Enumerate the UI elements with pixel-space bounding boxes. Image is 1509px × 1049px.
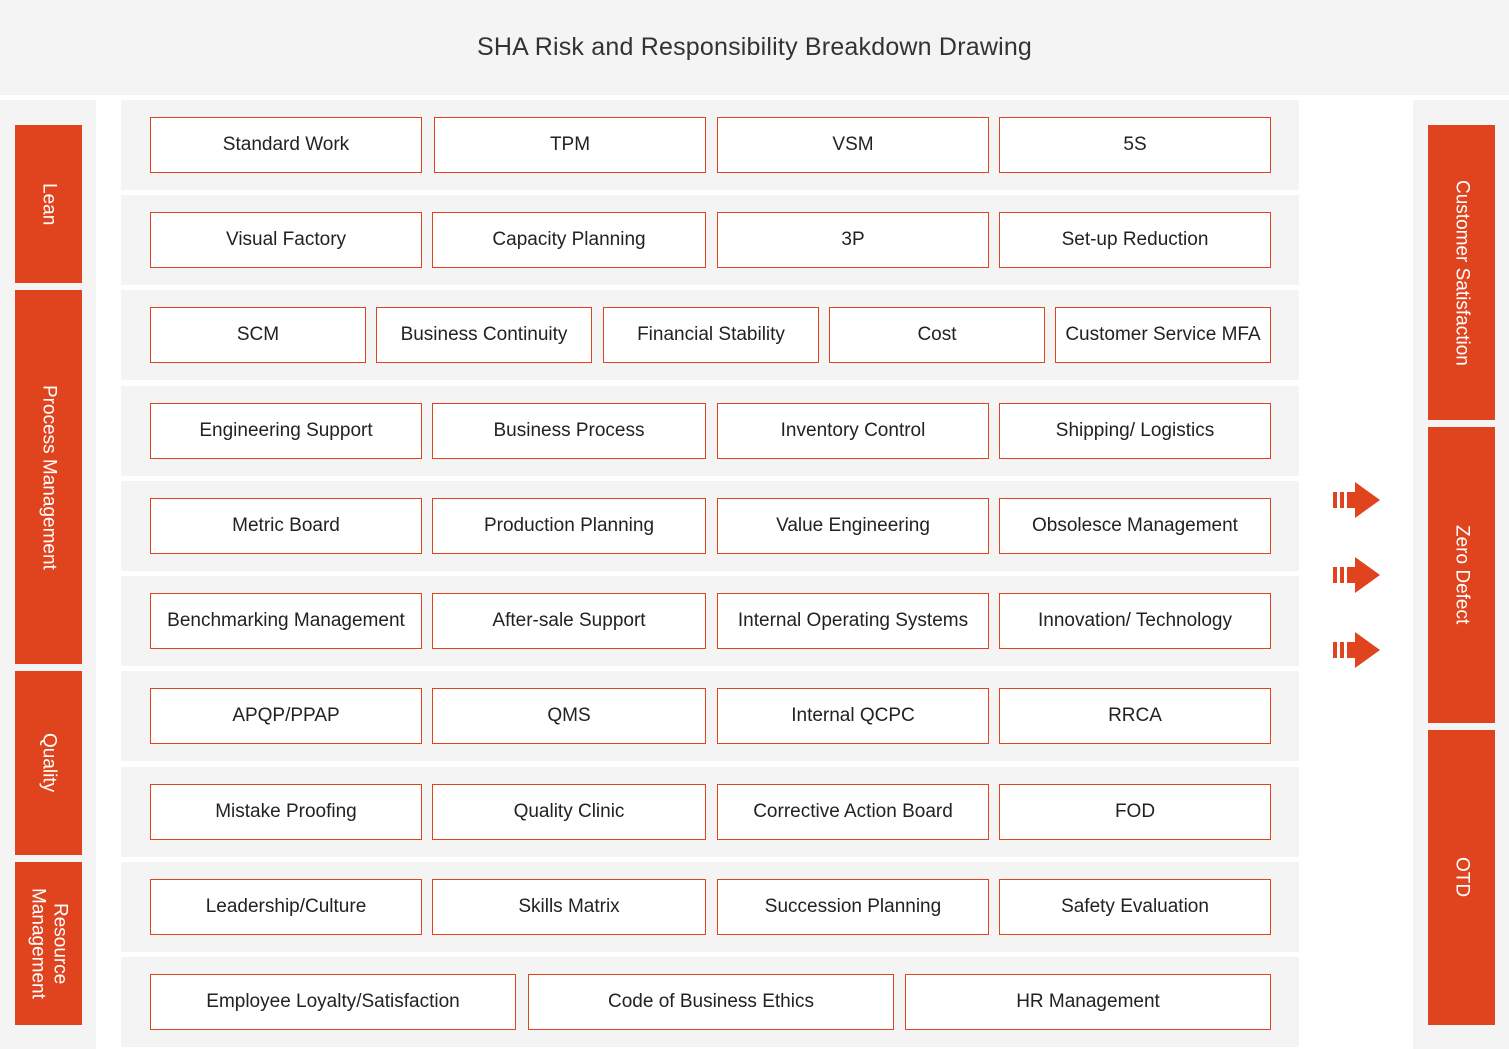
item-box: 5S xyxy=(999,117,1271,173)
item-box: Engineering Support xyxy=(150,403,422,459)
category-label: Lean xyxy=(38,182,60,226)
item-box: Mistake Proofing xyxy=(150,784,422,840)
item-box: Financial Stability xyxy=(603,307,819,363)
item-box: Quality Clinic xyxy=(432,784,706,840)
item-box: Standard Work xyxy=(150,117,422,173)
row-band xyxy=(121,671,1299,761)
row-band xyxy=(121,290,1299,380)
item-box: APQP/PPAP xyxy=(150,688,422,744)
outcome-label: Zero Defect xyxy=(1451,525,1473,625)
category-quality xyxy=(15,671,82,855)
category-label: Process Management xyxy=(38,384,60,570)
item-box: TPM xyxy=(434,117,706,173)
item-box: After-sale Support xyxy=(432,593,706,649)
row-band xyxy=(121,195,1299,285)
double-arrow-right-icon xyxy=(1333,557,1381,593)
row-band xyxy=(121,862,1299,952)
item-box: Skills Matrix xyxy=(432,879,706,935)
item-box: 3P xyxy=(717,212,989,268)
item-box: Customer Service MFA xyxy=(1055,307,1271,363)
item-box: QMS xyxy=(432,688,706,744)
item-box: HR Management xyxy=(905,974,1271,1030)
category-resource-management xyxy=(15,862,82,1025)
item-box: Internal QCPC xyxy=(717,688,989,744)
item-box: Production Planning xyxy=(432,498,706,554)
category-lean xyxy=(15,125,82,283)
item-box: Value Engineering xyxy=(717,498,989,554)
item-box: Innovation/ Technology xyxy=(999,593,1271,649)
item-box: Visual Factory xyxy=(150,212,422,268)
item-box: FOD xyxy=(999,784,1271,840)
item-box: Employee Loyalty/Satisfaction xyxy=(150,974,516,1030)
item-box: Corrective Action Board xyxy=(717,784,989,840)
title-bar xyxy=(0,0,1509,95)
row-band xyxy=(121,767,1299,857)
item-box: Business Continuity xyxy=(376,307,592,363)
row-band xyxy=(121,481,1299,571)
item-box: Internal Operating Systems xyxy=(717,593,989,649)
item-box: Benchmarking Management xyxy=(150,593,422,649)
double-arrow-right-icon xyxy=(1333,632,1381,668)
category-process-management xyxy=(15,290,82,664)
right-outcome-panel xyxy=(1413,100,1509,1049)
item-box: SCM xyxy=(150,307,366,363)
category-label: Quality xyxy=(38,733,60,793)
item-box: Safety Evaluation xyxy=(999,879,1271,935)
category-label: Resource Management xyxy=(27,888,71,999)
row-band xyxy=(121,386,1299,476)
page-title: SHA Risk and Responsibility Breakdown Drawing xyxy=(476,33,1033,61)
item-box: Succession Planning xyxy=(717,879,989,935)
row-band xyxy=(121,957,1299,1047)
item-box: Shipping/ Logistics xyxy=(999,403,1271,459)
item-box: RRCA xyxy=(999,688,1271,744)
item-box: Inventory Control xyxy=(717,403,989,459)
item-box: Leadership/Culture xyxy=(150,879,422,935)
outcome-label: Customer Satisfaction xyxy=(1451,179,1473,366)
left-category-panel xyxy=(0,100,96,1049)
item-box: Cost xyxy=(829,307,1045,363)
double-arrow-right-icon xyxy=(1333,482,1381,518)
item-box: Obsolesce Management xyxy=(999,498,1271,554)
item-box: Set-up Reduction xyxy=(999,212,1271,268)
row-band xyxy=(121,100,1299,190)
outcome-zero-defect xyxy=(1428,427,1495,723)
item-box: Code of Business Ethics xyxy=(528,974,894,1030)
outcome-otd xyxy=(1428,730,1495,1025)
item-box: VSM xyxy=(717,117,989,173)
item-box: Metric Board xyxy=(150,498,422,554)
outcome-label: OTD xyxy=(1451,857,1473,898)
outcome-customer-satisfaction xyxy=(1428,125,1495,420)
item-box: Business Process xyxy=(432,403,706,459)
row-band xyxy=(121,576,1299,666)
item-box: Capacity Planning xyxy=(432,212,706,268)
